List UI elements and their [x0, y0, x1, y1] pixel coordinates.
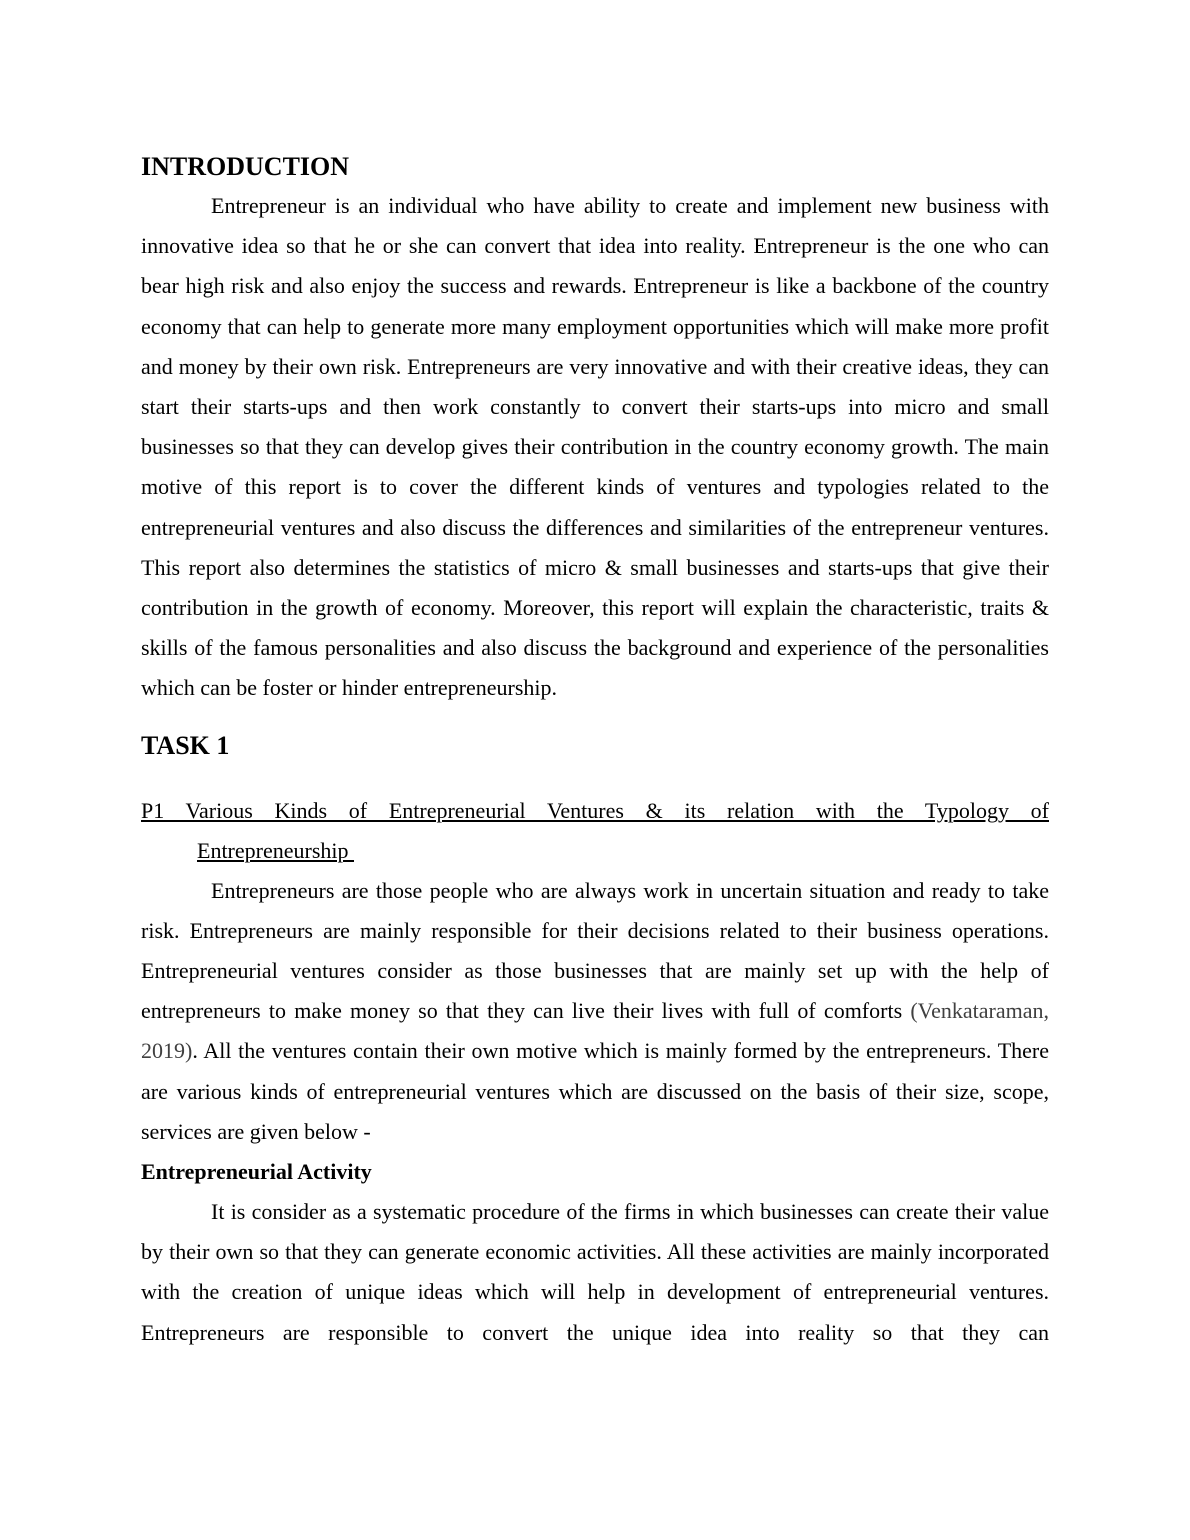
task-1-paragraph-text-b: . All the ventures contain their own motive which is mainly formed by the entrepreneurs. There are various kinds of entrepreneurial ventures which are discussed on the basis of their size, scope, services are given below -	[141, 1038, 1049, 1144]
task-1-heading: TASK 1	[141, 730, 230, 760]
p1-subheading-line1: P1 Various Kinds of Entrepreneurial Ventures & its relation with the Typology of	[141, 797, 1049, 823]
entrepreneurial-activity-paragraph: It is consider as a systematic procedure of the firms in which businesses can create their value by their own so that they can generate economic activities. All these activities are mainly incorporated with the creation of unique ideas which will help in development of entrepreneurial ventures. Entrepreneurs are responsible to convert the unique idea into reality so that they can	[141, 1199, 1049, 1345]
p1-subheading	[141, 791, 1049, 871]
citation-venkataraman: (Venkataraman, 2019)	[141, 998, 1049, 1064]
task-1-paragraph-text-a: Entrepreneurs are those people who are always work in uncertain situation and ready to take risk. Entrepreneurs are mainly responsible for their decisions related to their business operations. Entrepreneurial ventures consider as those businesses that are mainly set up with the help of entrepreneurs to make money so that they can live their lives with full of comforts	[141, 877, 1049, 1024]
introduction-paragraph: Entrepreneur is an individual who have ability to create and implement new business with innovative idea so that he or she can convert that idea into reality. Entrepreneur is the one who can bear high risk and also enjoy the success and rewards. Entrepreneur is like a backbone of the country economy that can help to generate more many employment opportunities which will make more profit and money by their own risk. Entrepreneurs are very innovative and with their creative ideas, they can start their starts-ups and then work constantly to convert their starts-ups into micro and small businesses so that they can develop gives their contribution in the country economy growth. The main motive of this report is to cover the different kinds of ventures and typologies related to the entrepreneurial ventures and also discuss the differences and similarities of the entrepreneur ventures. This report also determines the statistics of micro & small businesses and starts-ups that give their contribution in the growth of economy. Moreover, this report will explain the characteristic, traits & skills of the famous personalities and also discuss the background and experience of the personalities which can be foster or hinder entrepreneurship.	[141, 193, 1049, 701]
introduction-heading: INTRODUCTION	[141, 152, 350, 181]
p1-subheading-line2: Entrepreneurship	[197, 837, 354, 863]
entrepreneurial-activity-heading: Entrepreneurial Activity	[141, 1159, 372, 1185]
task-1-paragraph	[141, 871, 1049, 1152]
document-page	[141, 150, 1049, 1353]
